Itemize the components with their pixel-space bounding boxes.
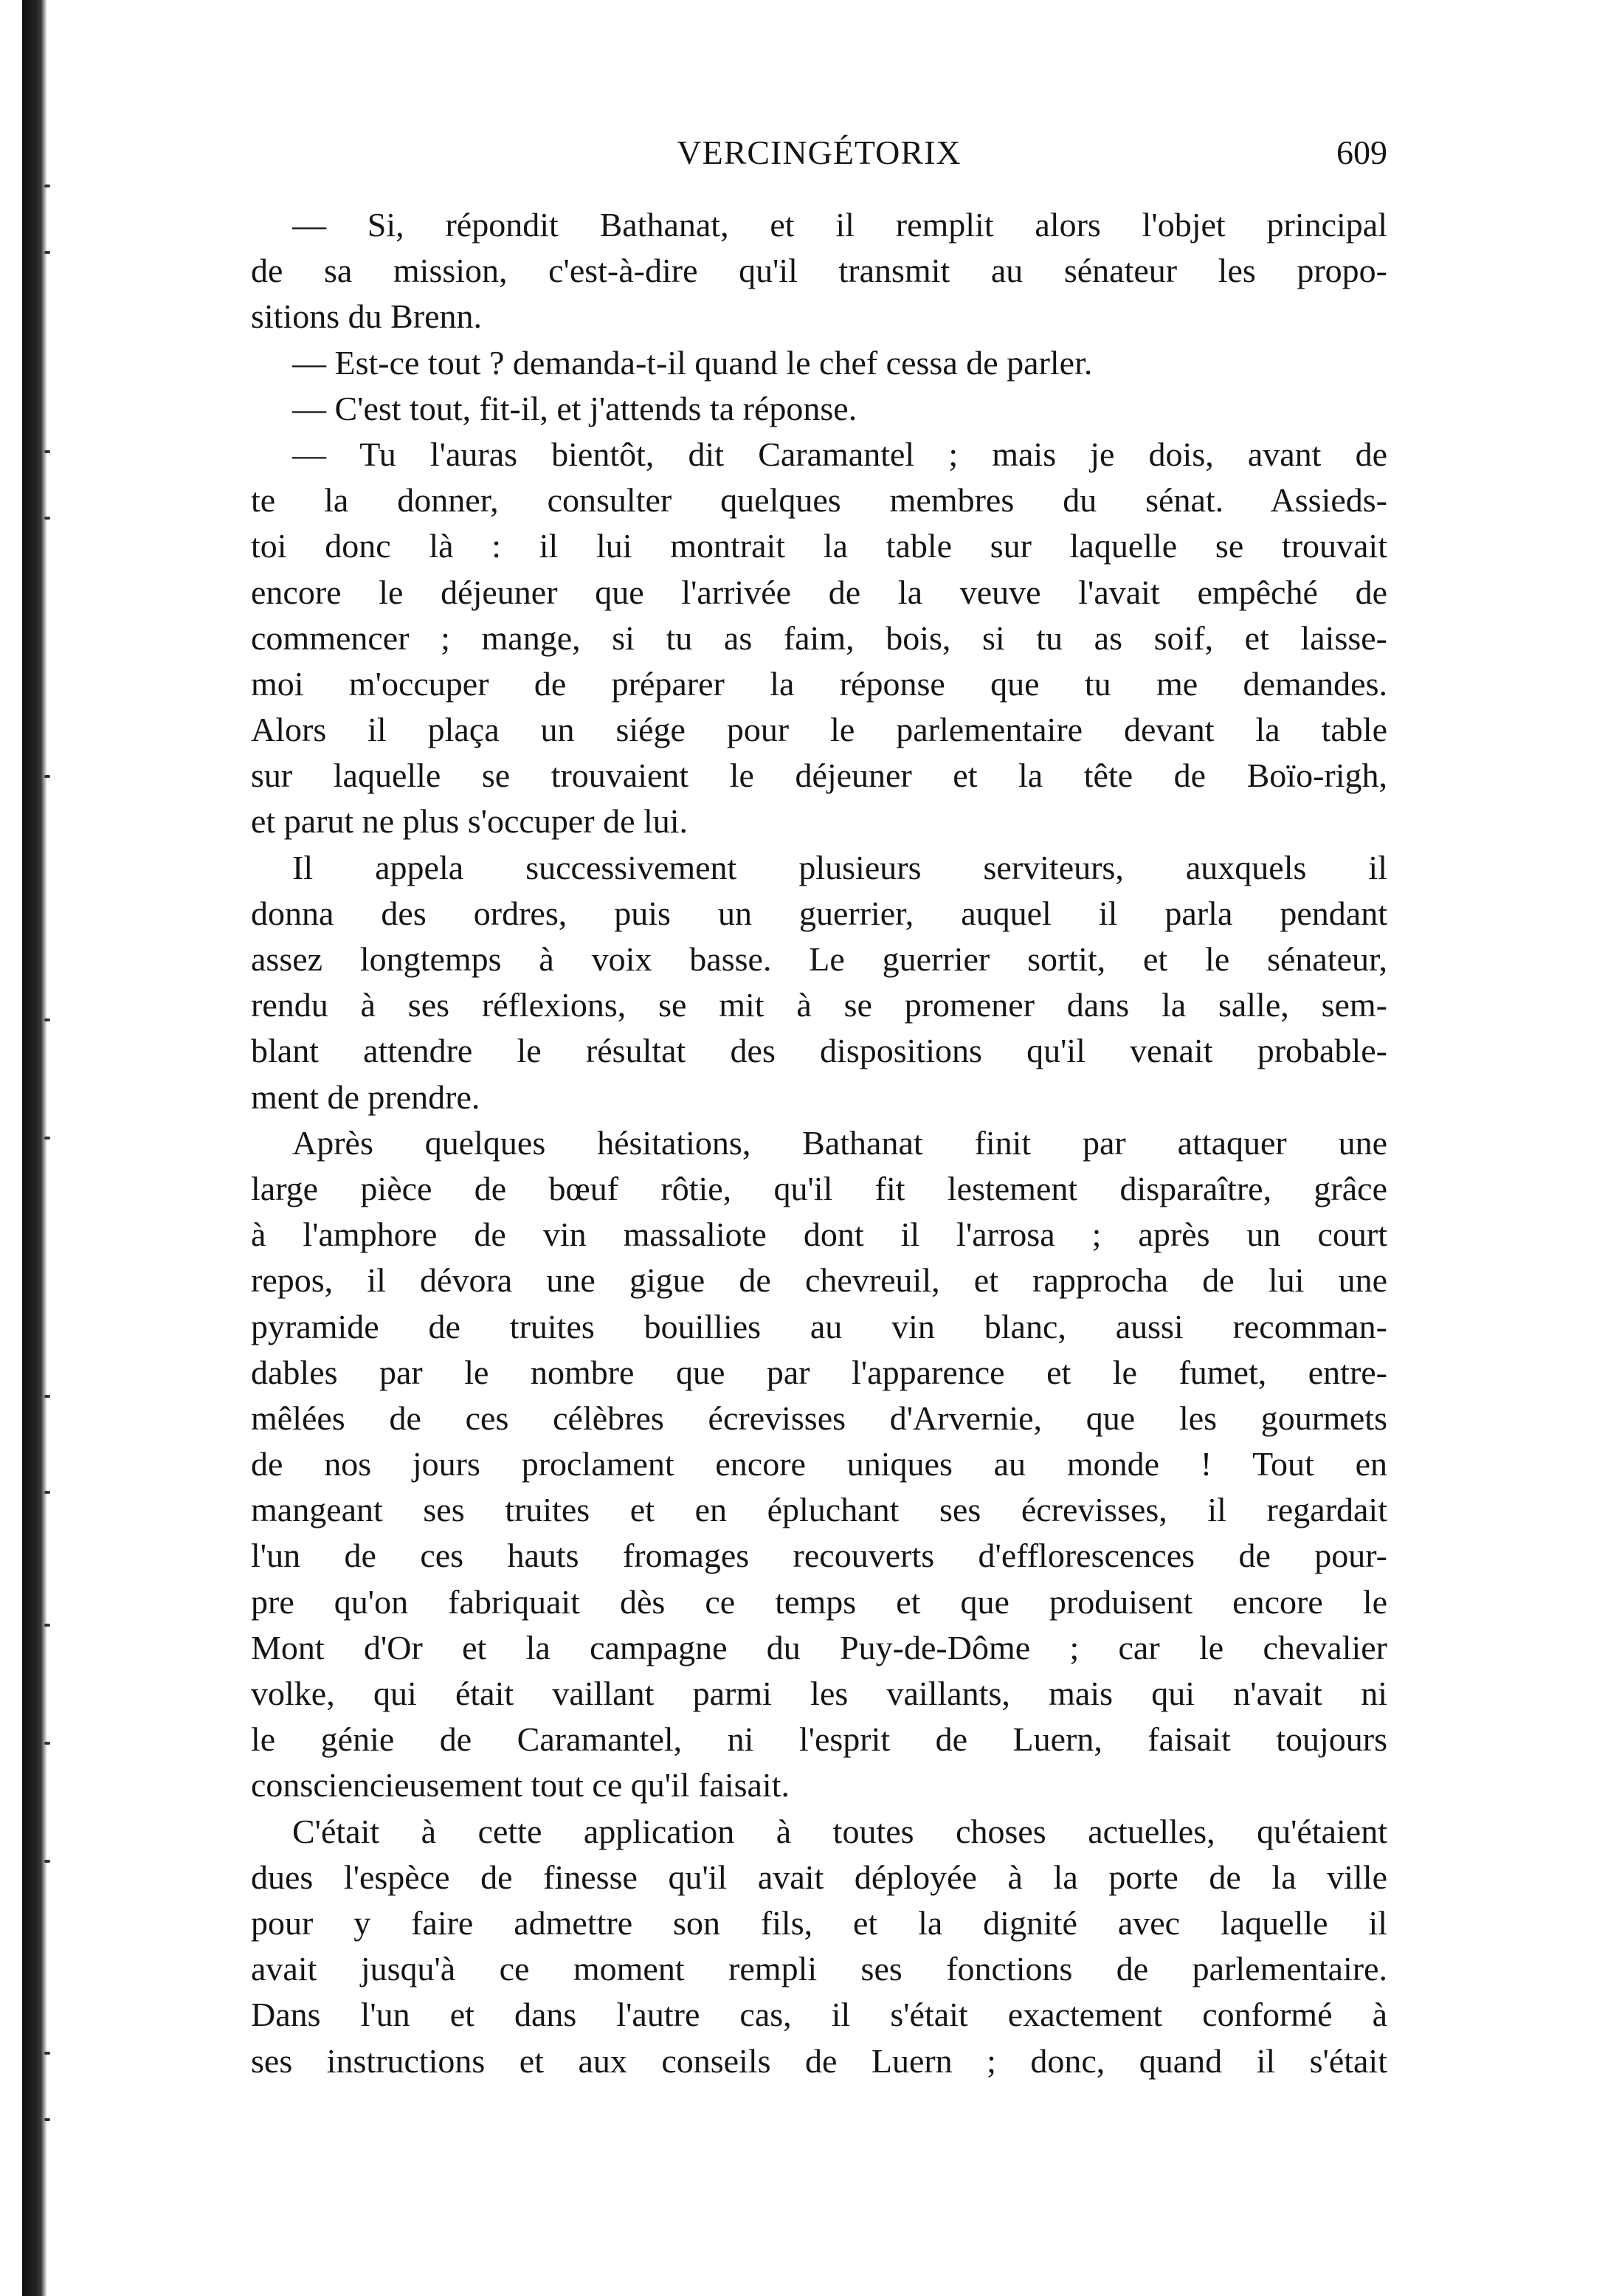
scan-mark [44,2052,50,2055]
text-line: Après quelques hésitations, Bathanat finit par attaquer une [292,1123,1387,1162]
text-line: rendu à ses réflexions, se mit à se promener dans la salle, sem- [251,986,1387,1024]
text-line: encore le déjeuner que l'arrivée de la veuve l'avait empêché de [251,573,1387,611]
scan-mark [44,1018,50,1021]
spine-scan-marks [44,0,55,2296]
text-line: blant attendre le résultat des dispositions qu'il venait probable- [251,1032,1387,1070]
text-line: — C'est tout, fit-il, et j'attends ta réponse. [292,389,857,427]
text-line: consciencieusement tout ce qu'il faisait. [251,1766,790,1804]
text-line: sitions du Brenn. [251,297,483,336]
text-line: à l'amphore de vin massaliote dont il l'arrosa ; après un court [251,1216,1387,1254]
scan-mark [44,1395,50,1398]
running-title: VERCINGÉTORIX [677,134,962,171]
scan-mark [44,517,50,520]
scan-mark [44,185,50,187]
text-line: large pièce de bœuf rôtie, qu'il fit lestement disparaître, grâce [251,1169,1387,1207]
text-line: de nos jours proclament encore uniques au monde ! Tout en [251,1445,1387,1483]
text-line: — Est-ce tout ? demanda-t-il quand le chef cessa de parler. [292,343,1093,382]
scan-mark [44,2118,50,2121]
text-line: avait jusqu'à ce moment rempli ses fonctions de parlementaire. [251,1950,1387,1988]
text-line: dables par le nombre que par l'apparence et le fumet, entre- [251,1353,1387,1391]
scan-mark [44,1137,50,1140]
text-line: — Si, répondit Bathanat, et il remplit alors l'objet principal [292,206,1387,244]
text-line: Il appela successivement plusieurs serviteurs, auxquels il [292,848,1387,886]
text-line: — Tu l'auras bientôt, dit Caramantel ; mais je dois, avant de [292,435,1387,473]
scan-mark [44,251,50,254]
text-line: donna des ordres, puis un guerrier, auquel il parla pendant [251,894,1387,932]
scan-mark [44,1624,50,1627]
text-line: l'un de ces hauts fromages recouverts d'efflorescences de pour- [251,1537,1387,1575]
page-header [251,124,1387,183]
text-line: sur laquelle se trouvaient le déjeuner et la tête de Boïo-righ, [251,756,1387,795]
scan-mark [44,775,50,778]
text-line: pre qu'on fabriquait dès ce temps et que produisent encore le [251,1582,1387,1621]
scan-mark [44,1742,50,1745]
scan-mark [44,450,50,453]
text-line: te la donner, consulter quelques membres du sénat. Assieds- [251,481,1387,520]
text-line: de sa mission, c'est-à-dire qu'il transmit au sénateur les propo- [251,252,1387,290]
text-line: toi donc là : il lui montrait la table sur laquelle se trouvait [251,527,1387,565]
text-line: pyramide de truites bouillies au vin blanc, aussi recomman- [251,1307,1387,1345]
text-line: Mont d'Or et la campagne du Puy-de-Dôme ; car le chevalier [251,1628,1387,1666]
body-text [251,202,1387,2084]
book-spine-edge [22,0,47,2296]
text-line: mangeant ses truites et en épluchant ses écrevisses, il regardait [251,1491,1387,1529]
page-number: 609 [1336,134,1387,171]
text-line: dues l'espèce de finesse qu'il avait déployée à la porte de la ville [251,1858,1387,1896]
text-line: Alors il plaça un siége pour le parlementaire devant la table [251,711,1387,749]
text-line: volke, qui était vaillant parmi les vaillants, mais qui n'avait ni [251,1675,1387,1712]
text-line: mêlées de ces célèbres écrevisses d'Arvernie, que les gourmets [251,1399,1387,1437]
text-line: pour y faire admettre son fils, et la dignité avec laquelle il [251,1903,1387,1942]
text-line: commencer ; mange, si tu as faim, bois, si tu as soif, et laisse- [251,618,1387,657]
scan-mark [44,1491,50,1494]
text-line: le génie de Caramantel, ni l'esprit de Luern, faisait toujours [251,1720,1387,1759]
text-line: ses instructions et aux conseils de Luern ; donc, quand il s'était [251,2041,1387,2080]
text-line: repos, il dévora une gigue de chevreuil, et rapprocha de lui une [251,1261,1387,1300]
text-line: C'était à cette application à toutes choses actuelles, qu'étaient [292,1812,1387,1850]
text-line: Dans l'un et dans l'autre cas, il s'était exactement conformé à [251,1996,1387,2034]
text-line: assez longtemps à voix basse. Le guerrier sortit, et le sénateur, [251,940,1387,978]
text-line: ment de prendre. [251,1078,480,1116]
text-line: moi m'occuper de préparer la réponse que tu me demandes. [251,664,1387,703]
text-line: et parut ne plus s'occuper de lui. [251,802,688,841]
scan-mark [44,1860,50,1863]
